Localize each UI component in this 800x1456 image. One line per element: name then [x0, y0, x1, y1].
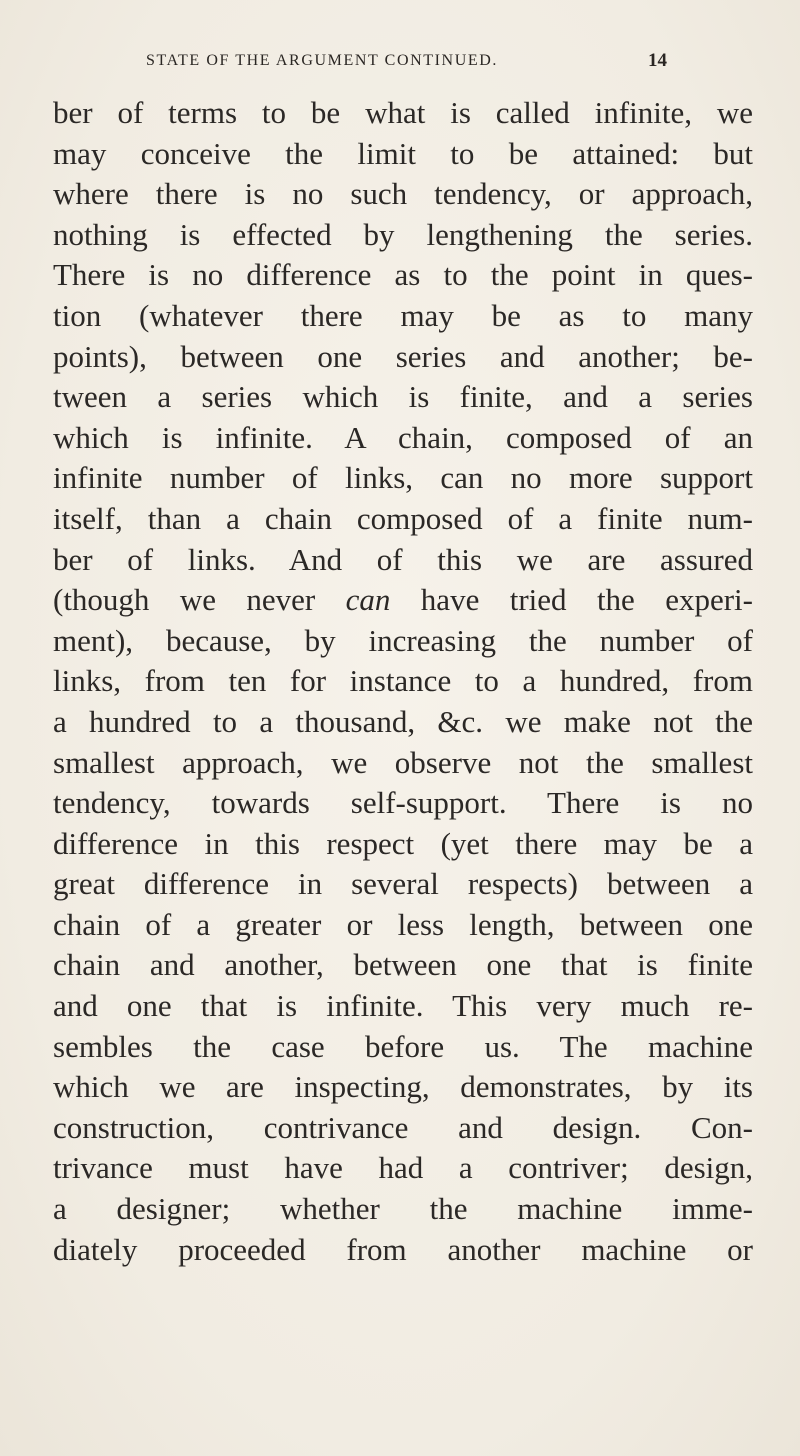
- text-line: infinite number of links, can no more support: [53, 460, 753, 496]
- text-line: which we are inspecting, demonstrates, by its: [53, 1069, 753, 1105]
- text-line: nothing is effected by lengthening the series.: [53, 216, 753, 252]
- text-line: There is no difference as to the point in ques-: [53, 257, 753, 293]
- text-line: which is infinite. A chain, composed of an: [53, 419, 753, 455]
- text-line: construction, contrivance and design. Con-: [53, 1109, 753, 1145]
- text-line: tendency, towards self-support. There is no: [53, 785, 753, 821]
- text-line: ber of terms to be what is called infinite, we: [53, 95, 753, 130]
- text-line: chain and another, between one that is finite: [53, 947, 753, 983]
- text-line: and one that is infinite. This very much re-: [53, 988, 753, 1024]
- text-line: ment), because, by increasing the number of: [53, 622, 753, 658]
- text-line: a hundred to a thousand, &c. we make not the: [53, 703, 753, 739]
- text-line: points), between one series and another; be-: [53, 338, 753, 374]
- text-line: tween a series which is finite, and a series: [53, 379, 753, 415]
- running-head-title: STATE OF THE ARGUMENT CONTINUED.: [146, 52, 498, 69]
- text-line-with-italic: [53, 580, 753, 621]
- text-line: where there is no such tendency, or approach,: [53, 176, 753, 212]
- text-line: sembles the case before us. The machine: [53, 1028, 753, 1064]
- text-line: ber of links. And of this we are assured: [53, 541, 753, 577]
- text-line: tion (whatever there may be as to many: [53, 297, 753, 333]
- text-run: (though we never: [53, 582, 346, 618]
- text-line: trivance must have had a contriver; design,: [53, 1150, 753, 1186]
- text-run: have tried the experi-: [390, 582, 753, 618]
- text-line: a designer; whether the machine imme-: [53, 1191, 753, 1227]
- page-number: 14: [648, 50, 667, 71]
- text-line: itself, than a chain composed of a finite num-: [53, 500, 753, 536]
- body-text: [53, 93, 753, 1270]
- text-line: may conceive the limit to be attained: but: [53, 135, 753, 171]
- text-line: diately proceeded from another machine or: [53, 1231, 753, 1267]
- text-line: great difference in several respects) between a: [53, 866, 753, 902]
- text-line: chain of a greater or less length, between one: [53, 906, 753, 942]
- text-line: smallest approach, we observe not the smallest: [53, 744, 753, 780]
- italic-word: can: [345, 582, 391, 618]
- text-line: difference in this respect (yet there may be a: [53, 825, 753, 861]
- text-line: links, from ten for instance to a hundred, from: [53, 663, 753, 699]
